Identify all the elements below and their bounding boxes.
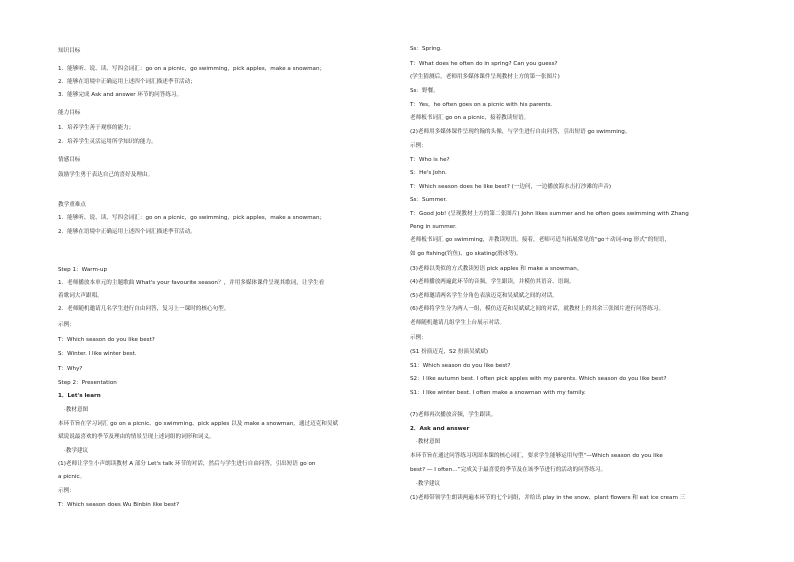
text-line: T：Which season do you like best? xyxy=(58,337,155,343)
text-line: Step 2：Presentation xyxy=(58,380,117,386)
text-line: 示例： xyxy=(58,322,75,328)
text-line: ·教材意图 xyxy=(64,407,89,413)
text-line: 2．老师随机邀请几名学生进行自由问答，复习上一课时的核心句型。 xyxy=(58,306,230,312)
text-line: 情感目标 xyxy=(58,157,81,163)
text-line: 教学重难点 xyxy=(58,202,86,208)
text-line: (3)老师以类似的方式教读短语 pick apples 和 make a snowman。 xyxy=(410,266,583,272)
text-line: 2．Ask and answer xyxy=(410,426,470,432)
text-line: S1：Which season do you like best? xyxy=(410,363,511,369)
text-line: Step 1：Warm-up xyxy=(58,267,108,273)
text-line: 示例： xyxy=(410,143,427,149)
text-line: 1．培养学生善于观察的能力； xyxy=(58,125,135,131)
text-line: 斌说说最喜欢的季节及理由的情景呈现上述词组的词形和词义。 xyxy=(58,434,215,440)
text-line: ·教材意图 xyxy=(416,439,441,445)
text-line: (S1 扮演迈克，S2 扮演吴斌斌) xyxy=(410,349,489,355)
text-line: 如 go fishing(钓鱼)、go skating(滑冰等)。 xyxy=(410,251,522,257)
text-line: T：Which season does Wu Binbin like best? xyxy=(58,502,180,508)
text-line: 鼓励学生勇于表达自己的喜好及理由。 xyxy=(58,172,154,178)
text-line: S2：I like autumn best. I often pick apples with my parents. Which season do you like best? xyxy=(410,376,667,382)
text-line: T：Which season does he like best? (一边问，一边播放海水击打沙滩的声音) xyxy=(410,184,612,190)
text-line: (2)老师用多媒体课件呈现约翰的头像，与学生进行自由问答，引出短语 go swimming。 xyxy=(410,129,631,135)
text-line: Peng in summer. xyxy=(410,224,457,230)
text-line: 1．老师播放本单元的主题歌曲 What's your favourite season？，并用多媒体课件呈现其歌词，让学生看 xyxy=(58,280,325,286)
text-line: (5)老师邀请两名学生分角色表演迈克和吴斌斌之间的对话。 xyxy=(410,293,558,299)
text-line: T：Why? xyxy=(58,366,83,372)
text-line: T：What does he often do in spring? Can you guess? xyxy=(410,61,558,67)
text-line: Ss：野餐。 xyxy=(410,88,439,94)
text-line: 3．能够完成 Ask and answer 环节的问答练习。 xyxy=(58,92,183,98)
text-line: (4)老师播放两遍此环节的音频，学生跟读，并模仿其语音、语调。 xyxy=(410,279,575,285)
text-line: (学生猜测后，老师用多媒体课件呈现教材上方的第一张图片) xyxy=(410,74,560,80)
text-line: 本环节旨在通过问答练习巩固本课的核心词汇，要求学生能够运用句型“—Which season do you like xyxy=(410,453,663,459)
text-line: a picnic。 xyxy=(58,474,86,480)
text-line: S1：I like winter best. I often make a snowman with my family. xyxy=(410,390,586,396)
text-line: Ss：Spring. xyxy=(410,46,442,52)
text-line: T：Yes，he often goes on a picnic with his parents. xyxy=(410,102,553,108)
text-line: Ss：Summer. xyxy=(410,197,448,203)
text-line: S：He's John. xyxy=(410,170,447,176)
text-line: 2．能够在语境中正确运用上述四个词汇描述季节活动。 xyxy=(58,229,196,235)
text-line: ·教学建议 xyxy=(64,448,89,454)
text-line: 2．能够在语境中正确运用上述四个词汇描述季节活动； xyxy=(58,79,196,85)
text-line: 示例： xyxy=(410,335,427,341)
text-line: ·教学建议 xyxy=(416,481,441,487)
text-line: (1)老师带领学生朗读两遍本环节的七个词组，并给出 play in the snow、plant flowers 和 eat ice cream 三 xyxy=(410,495,686,501)
text-line: 1．能够听、说、读、写四会词汇：go on a picnic，go swimming，pick apples，make a snowman； xyxy=(58,215,326,221)
text-line: 着歌词大声跟唱。 xyxy=(58,293,103,299)
text-line: best? — I often…”完成关于最喜爱的季节及在该季节进行的活动的问答练习。 xyxy=(410,467,607,473)
text-line: 能力目标 xyxy=(58,110,81,116)
text-line: T：Good job! (呈现教材上方的第二张图片) John likes summer and he often goes swimming with Zhang xyxy=(410,211,689,217)
text-line: 老师板书词汇 go on a picnic，接着教读短语。 xyxy=(410,115,530,121)
text-line: 1．能够听、说、读、写四会词汇：go on a picnic，go swimming，pick apples，make a snowman； xyxy=(58,66,326,72)
text-line: 老师随机邀请几组学生上台展示对话。 xyxy=(410,320,506,326)
text-line: 知识目标 xyxy=(58,48,81,54)
text-line: (6)老师将学生分为两人一组，模仿迈克和吴斌斌之间的对话，就教材上的其余三张图片进行问答练习。 xyxy=(410,306,665,312)
text-line: S：Winter. I like winter best. xyxy=(58,351,137,357)
text-line: 1．Let's learn xyxy=(58,393,101,399)
text-line: 本环节旨在学习词汇 go on a picnic、go swimming、pick apples 以及 make a snowman，通过迈克和吴斌 xyxy=(58,421,339,427)
text-line: 2．培养学生灵活运用所学知识的能力。 xyxy=(58,139,157,145)
text-line: 示例： xyxy=(58,488,75,494)
text-line: T：Who is he? xyxy=(410,157,450,163)
text-line: (1)老师让学生小声朗读教材 A 部分 Let's talk 环节的对话，然后与学生进行自由问答，引出短语 go on xyxy=(58,461,316,467)
text-line: (7)老师再次播放音频，学生跟读。 xyxy=(410,412,497,418)
text-line: 老师板书词汇 go swimming，并教读短语。接着，老师可适当拓展常见的“go＋动词-ing 形式”的短语， xyxy=(410,237,671,243)
